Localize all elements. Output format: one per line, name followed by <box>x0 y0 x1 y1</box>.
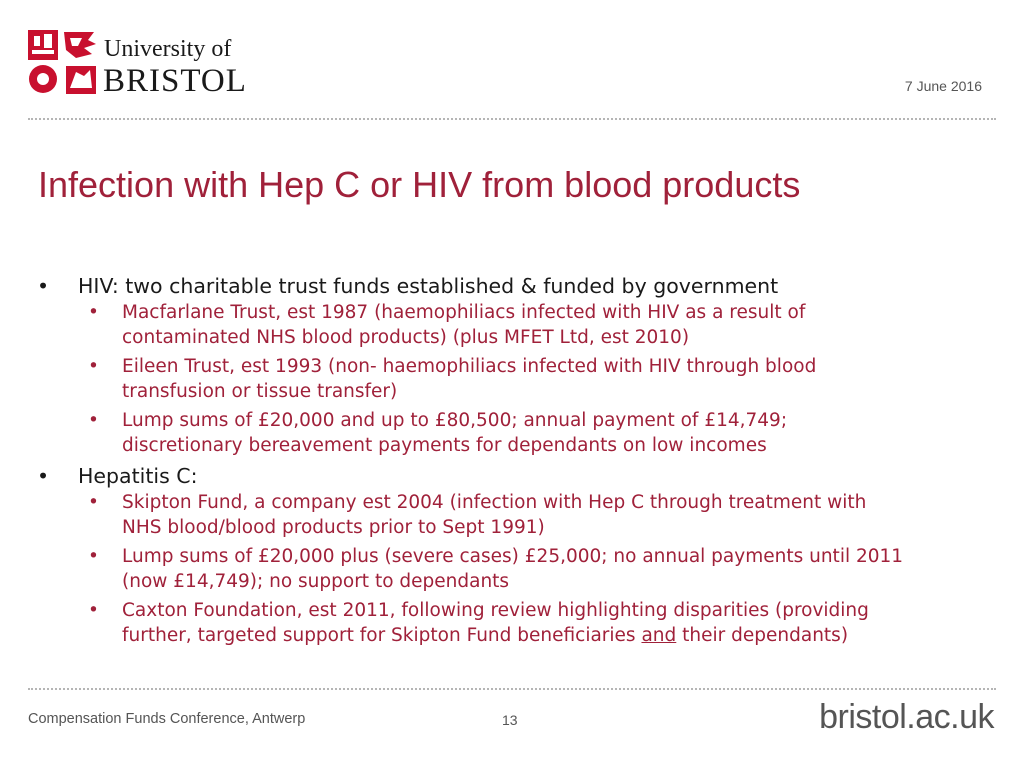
bullet-dot: • <box>88 492 99 513</box>
slide-title: Infection with Hep C or HIV from blood products <box>38 164 801 205</box>
sub-bullet-line: Caxton Foundation, est 2011, following review highlighting disparities (providing <box>122 600 869 621</box>
sub-bullet-line: NHS blood/blood products prior to Sept 1991) <box>122 517 545 538</box>
sub-bullet-text: their dependants) <box>676 625 849 646</box>
sub-bullet-line: Eileen Trust, est 1993 (non- haemophiliacs infected with HIV through blood <box>122 356 817 377</box>
logo-line-bristol: BRISTOL <box>103 63 247 99</box>
sub-bullet-line: contaminated NHS blood products) (plus MFET Ltd, est 2010) <box>122 327 690 348</box>
bullet-dot: • <box>37 274 50 298</box>
sub-bullet-macfarlane <box>0 300 1024 350</box>
sub-bullet-line: Macfarlane Trust, est 1987 (haemophiliacs infected with HIV as a result of <box>122 302 806 323</box>
sub-bullet-caxton <box>0 598 1024 648</box>
bullet-dot: • <box>88 356 99 377</box>
bullet-hepatitis-c <box>0 462 1024 490</box>
sub-bullet-text: further, targeted support for Skipton Fund beneficiaries <box>122 625 642 646</box>
bullet-text: HIV: two charitable trust funds established & funded by government <box>78 274 779 298</box>
university-logo <box>26 28 256 98</box>
page-number: 13 <box>502 712 518 728</box>
sub-bullet-line: Lump sums of £20,000 plus (severe cases) £25,000; no annual payments until 2011 <box>122 546 904 567</box>
sub-bullet-hepc-lump-sums <box>0 544 1024 594</box>
slide-date: 7 June 2016 <box>904 78 982 94</box>
sub-bullet-line: transfusion or tissue transfer) <box>122 381 398 402</box>
underlined-and: and <box>641 625 677 646</box>
footer-divider <box>28 688 996 690</box>
footer-url: bristol.ac.uk <box>819 698 994 736</box>
sub-bullet-eileen <box>0 354 1024 404</box>
bullet-dot: • <box>88 600 99 621</box>
bullet-dot: • <box>37 464 50 488</box>
sub-bullet-line <box>122 623 984 648</box>
sub-bullet-line: discretionary bereavement payments for dependants on low incomes <box>122 435 767 456</box>
header-divider <box>28 118 996 120</box>
bullet-dot: • <box>88 302 99 323</box>
bullet-hiv <box>0 272 1024 300</box>
sub-bullet-line: Skipton Fund, a company est 2004 (infection with Hep C through treatment with <box>122 492 867 513</box>
logo-line-university-of: University of <box>104 36 232 62</box>
footer-conference: Compensation Funds Conference, Antwerp <box>28 711 306 727</box>
bullet-dot: • <box>88 410 99 431</box>
sub-bullet-line: Lump sums of £20,000 and up to £80,500; annual payment of £14,749; <box>122 410 788 431</box>
slide-content <box>0 272 1024 652</box>
sub-bullet-line: (now £14,749); no support to dependants <box>122 571 510 592</box>
bullet-dot: • <box>88 546 99 567</box>
university-crest-icon <box>26 28 98 98</box>
sub-bullet-skipton <box>0 490 1024 540</box>
sub-bullet-hiv-lump-sums <box>0 408 1024 458</box>
bullet-text: Hepatitis C: <box>78 464 198 488</box>
